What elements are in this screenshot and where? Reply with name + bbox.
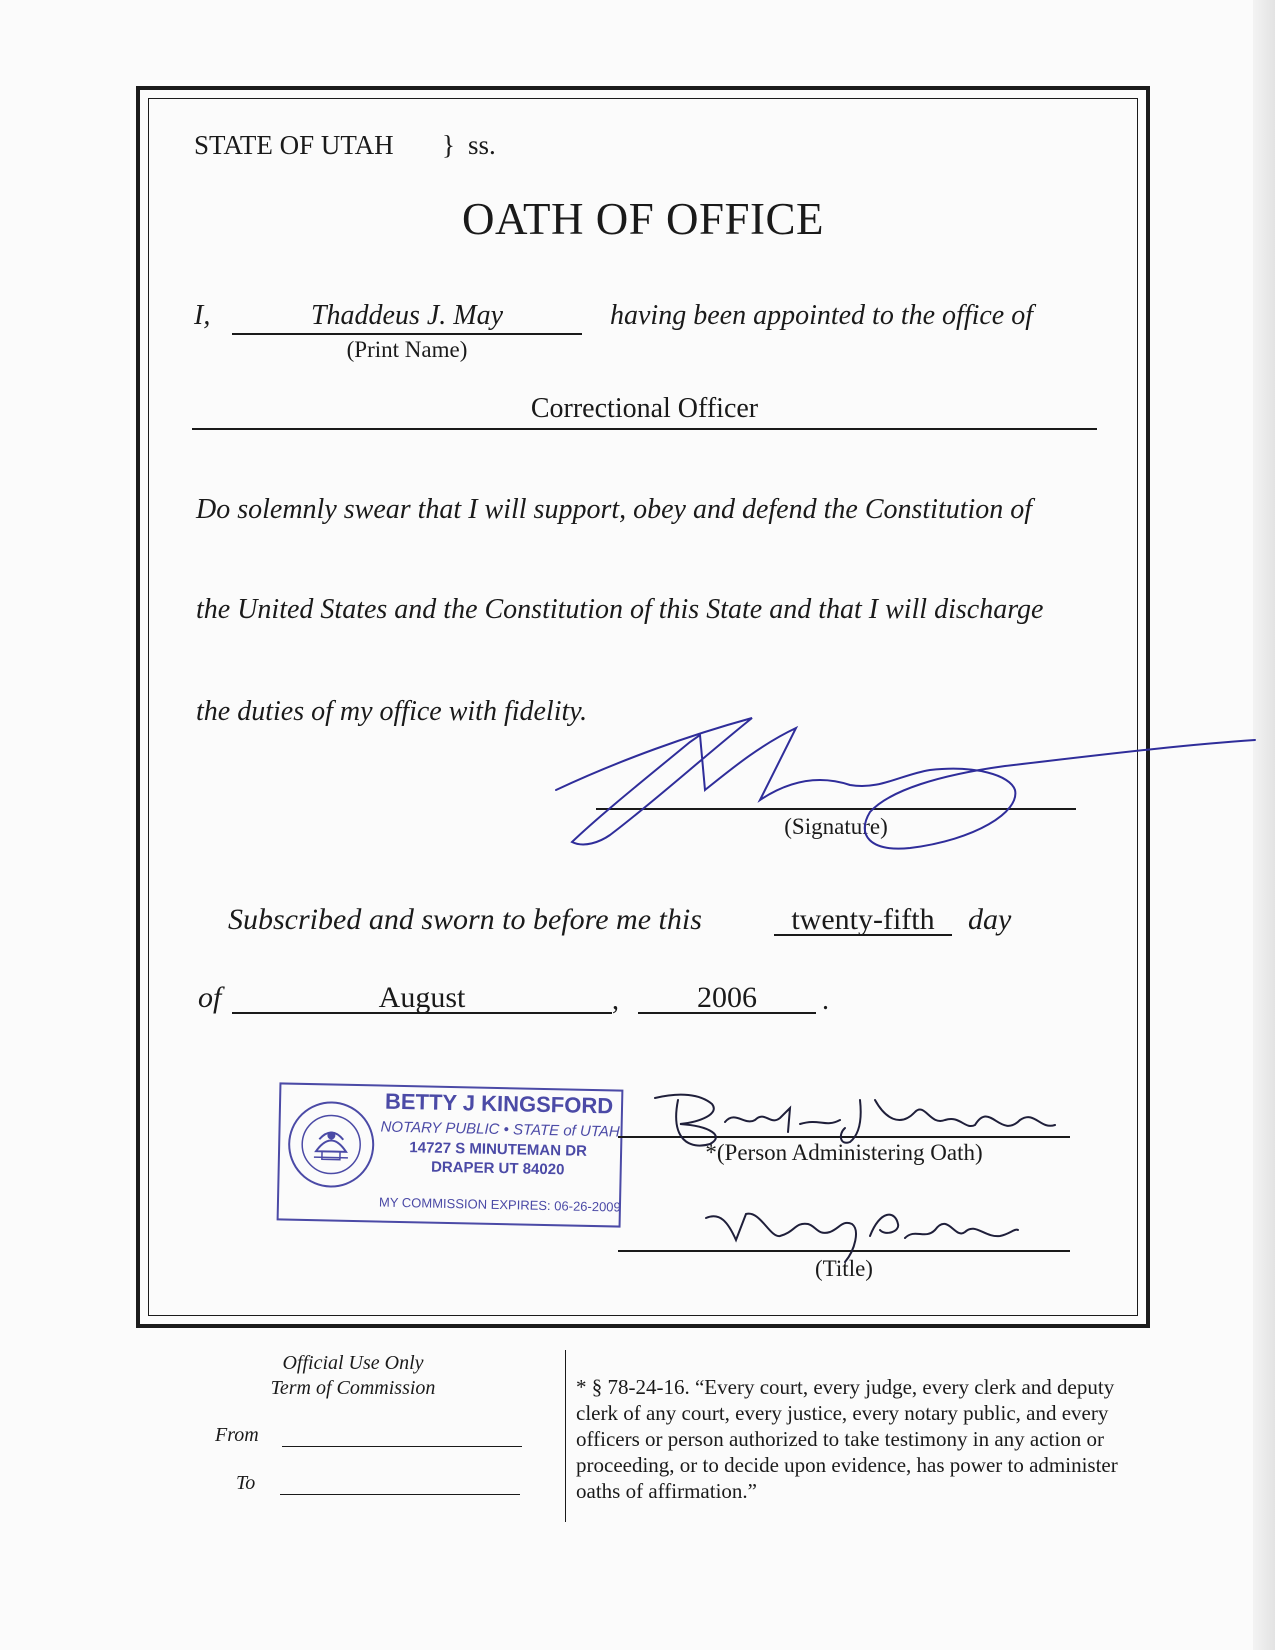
ss-marker: ss. [468, 130, 496, 160]
title-line [618, 1250, 1070, 1252]
oath-text-line-2: the United States and the Constitution of this State and that I will discharge [196, 594, 1044, 625]
year-field: 2006 [697, 981, 757, 1014]
appointee-name-field: Thaddeus J. May [310, 300, 504, 331]
oath-prefix: I, [194, 300, 211, 331]
footer-divider [565, 1350, 566, 1522]
from-field [282, 1446, 522, 1447]
month-field: August [378, 981, 466, 1014]
date-period: . [822, 985, 829, 1016]
title-caption: (Title) [815, 1256, 873, 1281]
term-of-commission-label: Term of Commission [270, 1377, 436, 1399]
official-use-label: Official Use Only [282, 1352, 424, 1374]
notary-stamp [277, 1082, 624, 1227]
notary-expiration: MY COMMISSION EXPIRES: 06-26-2009 [378, 1194, 621, 1215]
year-underline [638, 1012, 816, 1014]
notary-name: BETTY J KINGSFORD [384, 1088, 614, 1119]
signature-line [596, 808, 1076, 810]
month-underline [232, 1012, 612, 1014]
office-field: Correctional Officer [530, 393, 759, 424]
state-heading: STATE OF UTAH [194, 130, 394, 160]
oath-text-line-3: the duties of my office with fidelity. [196, 696, 588, 727]
notary-title-line: NOTARY PUBLIC • STATE of UTAH [380, 1118, 620, 1141]
official-use-heading [238, 1351, 468, 1401]
notary-address-1: 14727 S MINUTEMAN DR [409, 1139, 588, 1160]
to-label: To [236, 1472, 256, 1494]
appointment-text: having been appointed to the office of [610, 300, 1034, 331]
signature-caption: (Signature) [784, 814, 888, 839]
state-seal-icon [285, 1099, 377, 1191]
to-field [280, 1494, 520, 1495]
day-underline [774, 934, 952, 936]
day-word: day [968, 903, 1012, 936]
brace: } [442, 130, 455, 160]
jurat-text: Subscribed and sworn to before me this [228, 903, 702, 936]
notary-address-2: DRAPER UT 84020 [430, 1158, 565, 1179]
name-caption: (Print Name) [346, 337, 468, 362]
statute-footnote: * § 78-24-16. “Every court, every judge, every clerk and deputy clerk of any court, every justice, every notary public, and every officers or person authorized to take testimony in any action or proceeding, or to decide upon evidence, has power to administer oaths of affirmation.” [576, 1375, 1118, 1503]
name-underline [232, 333, 582, 335]
office-underline [192, 428, 1097, 430]
administrator-signature-line [618, 1136, 1070, 1138]
from-label: From [215, 1424, 259, 1446]
of-word: of [198, 981, 222, 1014]
administrator-caption: *(Person Administering Oath) [705, 1140, 983, 1165]
date-comma: , [612, 985, 619, 1016]
oath-text-line-1: Do solemnly swear that I will support, obey and defend the Constitution of [196, 494, 1033, 525]
page-edge [1253, 0, 1275, 1650]
day-field: twenty-fifth [791, 903, 935, 936]
page-title: OATH OF OFFICE [461, 194, 825, 244]
